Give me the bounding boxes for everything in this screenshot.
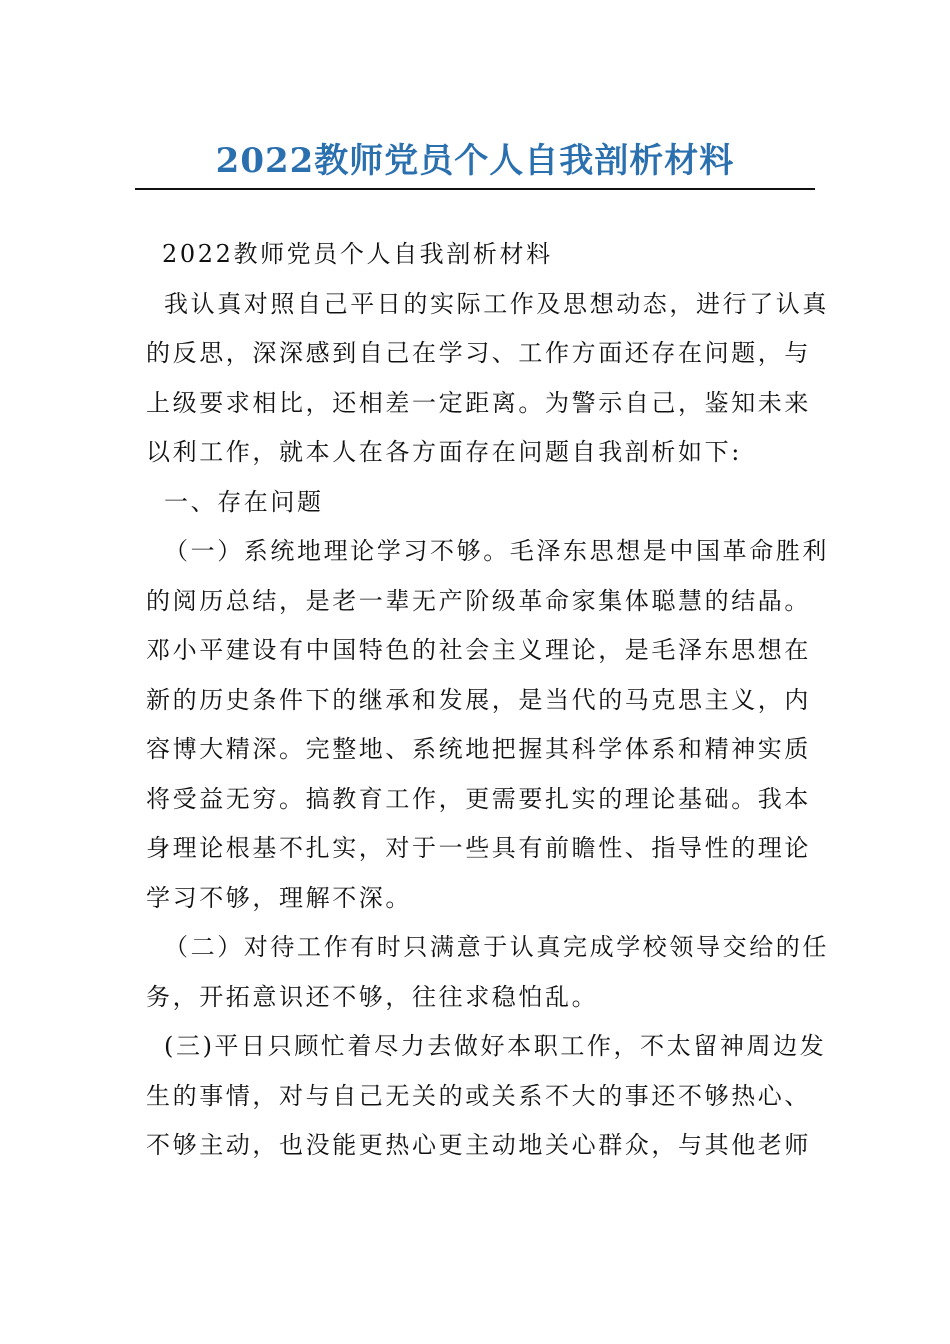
document-title: 2022教师党员个人自我剖析材料 (215, 141, 735, 181)
body-line: （一）系统地理论学习不够。毛泽东思想是中国革命胜利 (164, 537, 829, 565)
document-body (146, 230, 829, 1171)
body-line: (三)平日只顾忙着尽力去做好本职工作，不太留神周边发 (164, 1032, 827, 1060)
body-line: 邓小平建设有中国特色的社会主义理论，是毛泽东思想在 (146, 636, 811, 664)
body-line: （二）对待工作有时只满意于认真完成学校领导交给的任 (164, 933, 829, 961)
body-line: 容博大精深。完整地、系统地把握其科学体系和精神实质 (146, 735, 811, 763)
body-line: 务，开拓意识还不够，往往求稳怕乱。 (146, 982, 599, 1011)
body-line: 以利工作，就本人在各方面存在问题自我剖析如下: (146, 438, 742, 466)
body-line: 上级要求相比，还相差一定距离。为警示自己，鉴知未来 (146, 388, 811, 417)
title-underline-rule (135, 188, 815, 190)
body-line: 的阅历总结，是老一辈无产阶级革命家集体聪慧的结晶。 (146, 586, 811, 615)
body-line: 的反思，深深感到自己在学习、工作方面还存在问题，与 (146, 339, 811, 367)
body-line: 身理论根基不扎实，对于一些具有前瞻性、指导性的理论 (146, 834, 811, 862)
body-line: 2022教师党员个人自我剖析材料 (162, 240, 553, 268)
body-line: 新的历史条件下的继承和发展，是当代的马克思主义，内 (146, 685, 811, 714)
body-line: 我认真对照自己平日的实际工作及思想动态，进行了认真 (164, 289, 829, 318)
section-heading: 一、存在问题 (164, 487, 324, 516)
body-line: 将受益无穷。搞教育工作，更需要扎实的理论基础。我本 (146, 784, 811, 813)
body-line: 不够主动，也没能更热心更主动地关心群众，与其他老师 (146, 1131, 811, 1159)
body-line: 学习不够，理解不深。 (146, 883, 412, 912)
body-line: 生的事情，对与自己无关的或关系不大的事还不够热心、 (146, 1081, 811, 1110)
